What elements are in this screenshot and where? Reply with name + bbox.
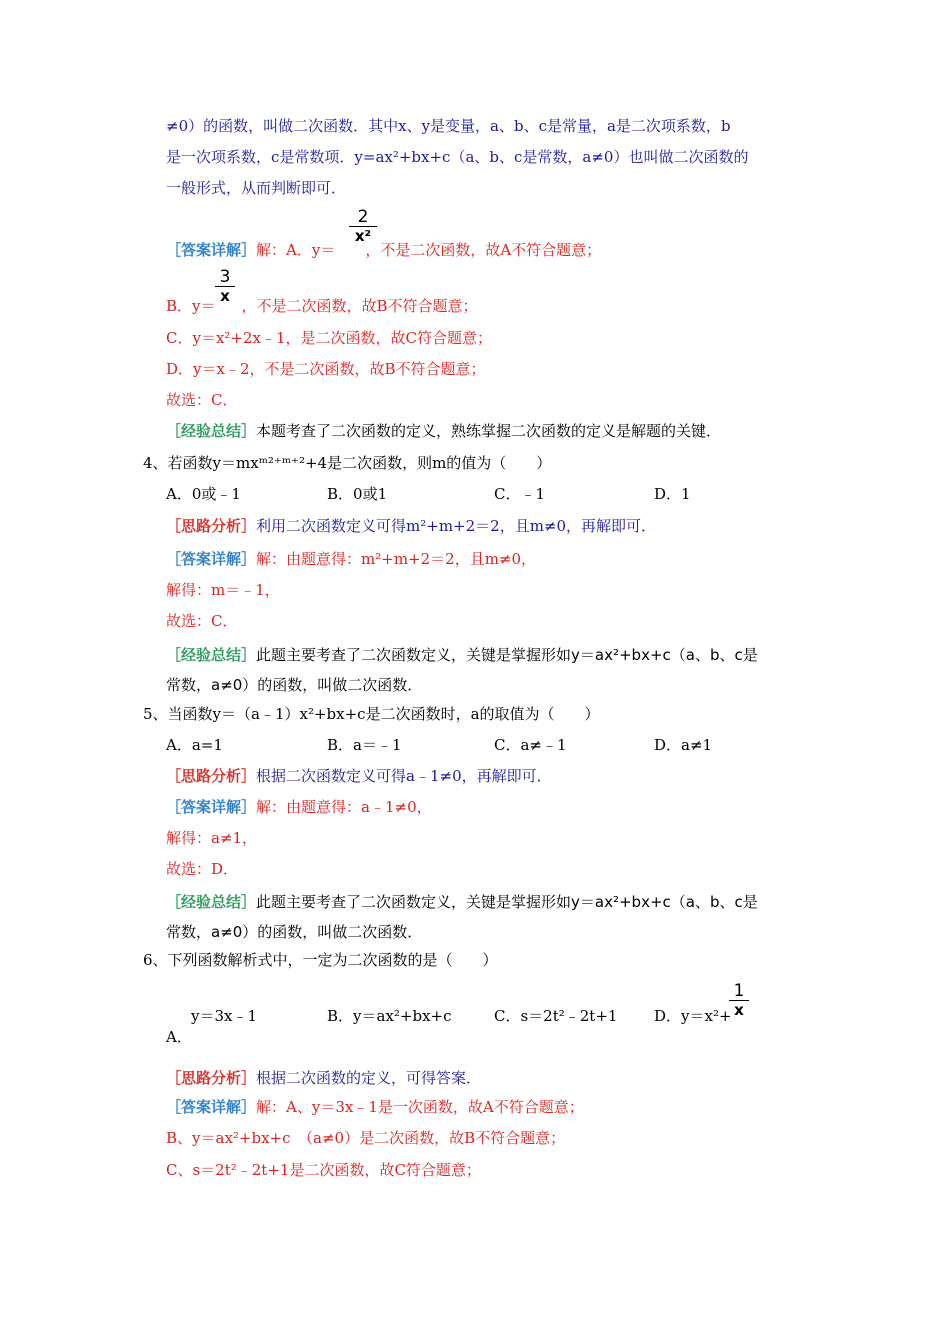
fraction-2-over-x2: 2 x² [349,208,377,245]
q6-answer-b: B、y＝ax²+bx+c （a≠0）是二次函数，故B不符合题意； [166,1129,566,1147]
q3-answer-d: D．y＝x﹣2，不是二次函数，故B不符合题意； [166,360,486,378]
summary-tag: ［经验总结］ [166,422,257,440]
q3-answer-c: C．y＝x²+2x﹣1，是二次函数，故C符合题意； [166,329,493,347]
intro-line-3: 一般形式，从而判断即可． [166,179,347,197]
fraction-3-over-x: 3 x [215,268,235,305]
q5-option-d: D．a≠1 [654,736,713,754]
q4-analysis: ［思路分析］利用二次函数定义可得m²+m+2＝2，且m≠0，再解即可． [166,517,657,535]
answer-tag: ［答案详解］ [166,550,257,568]
q5-option-a: A．a=1 [166,736,223,754]
answer-tag: ［答案详解］ [166,1098,257,1116]
q6-answer-c: C、s＝2t²﹣2t+1是二次函数，故C符合题意； [166,1161,481,1179]
q6-option-d: D．y＝x²+ [654,1007,732,1025]
q3-choose: 故选：C． [166,391,238,409]
q5-summary-1: ［经验总结］此题主要考查了二次函数定义，关键是掌握形如y＝ax²+bx+c（a、b、c是 [166,893,758,911]
q3-summary: ［经验总结］本题考查了二次函数的定义，熟练掌握二次函数的定义是解题的关键． [166,422,722,440]
q5-answer: ［答案详解］解：由题意得：a﹣1≠0， [166,798,432,816]
q4-option-a: A．0或﹣1 [166,485,241,503]
q6-option-b: B．y＝ax²+bx+c [327,1007,452,1025]
q4-option-b: B．0或1 [327,485,388,503]
q4-summary-2: 常数，a≠0）的函数，叫做二次函数． [166,676,423,694]
intro-line-1: ≠0）的函数，叫做二次函数．其中x、y是变量，a、b、c是常量，a是二次项系数，b [166,117,731,135]
q6-stem: 6、下列函数解析式中，一定为二次函数的是（ ） [143,951,498,969]
summary-tag: ［经验总结］ [166,646,257,664]
q4-summary-1: ［经验总结］此题主要考查了二次函数定义，关键是掌握形如y＝ax²+bx+c（a、b、c是 [166,646,758,664]
q5-choose: 故选：D． [166,860,239,878]
q5-stem: 5、当函数y＝（a﹣1）x²+bx+c是二次函数时，a的取值为（ ） [143,705,600,723]
q6-analysis: ［思路分析］根据二次函数的定义，可得答案． [166,1069,482,1087]
q6-option-a-label: A． [166,1028,192,1046]
analysis-tag: ［思路分析］ [166,517,257,535]
summary-tag: ［经验总结］ [166,893,257,911]
q5-option-c: C．a≠﹣1 [494,736,567,754]
q4-stem: 4、若函数y＝mxᵐ²⁺ᵐ⁺²+4是二次函数，则m的值为（ ） [143,454,552,472]
q4-choose: 故选：C． [166,612,238,630]
q5-analysis: ［思路分析］根据二次函数定义可得a﹣1≠0，再解即可． [166,767,552,785]
q5-solve: 解得：a≠1， [166,829,258,847]
q4-option-c: C．﹣1 [494,485,546,503]
intro-line-2: 是一次项系数，c是常数项．y=ax²+bx+c（a、b、c是常数，a≠0）也叫做二次函数的 [166,148,749,166]
q4-answer: ［答案详解］解：由题意得：m²+m+2＝2，且m≠0， [166,550,537,568]
q6-option-a: y＝3x﹣1 [191,1007,258,1025]
q6-answer-a: ［答案详解］解：A、y＝3x﹣1是一次函数，故A不符合题意； [166,1098,584,1116]
analysis-tag: ［思路分析］ [166,1069,257,1087]
fraction-1-over-x: 1 x [729,982,749,1019]
analysis-tag: ［思路分析］ [166,767,257,785]
q3-answer-a: ［答案详解］解：A．y＝ ，不是二次函数，故A不符合题意； [166,241,602,259]
q4-option-d: D．1 [654,485,691,503]
q4-solve: 解得：m＝﹣1， [166,581,280,599]
q6-option-c: C．s＝2t²﹣2t+1 [494,1007,618,1025]
q5-option-b: B．a＝﹣1 [327,736,402,754]
answer-tag: ［答案详解］ [166,241,257,259]
answer-tag: ［答案详解］ [166,798,257,816]
q5-summary-2: 常数，a≠0）的函数，叫做二次函数． [166,923,423,941]
q3-answer-b: B．y＝ ，不是二次函数，故B不符合题意； [166,297,478,315]
